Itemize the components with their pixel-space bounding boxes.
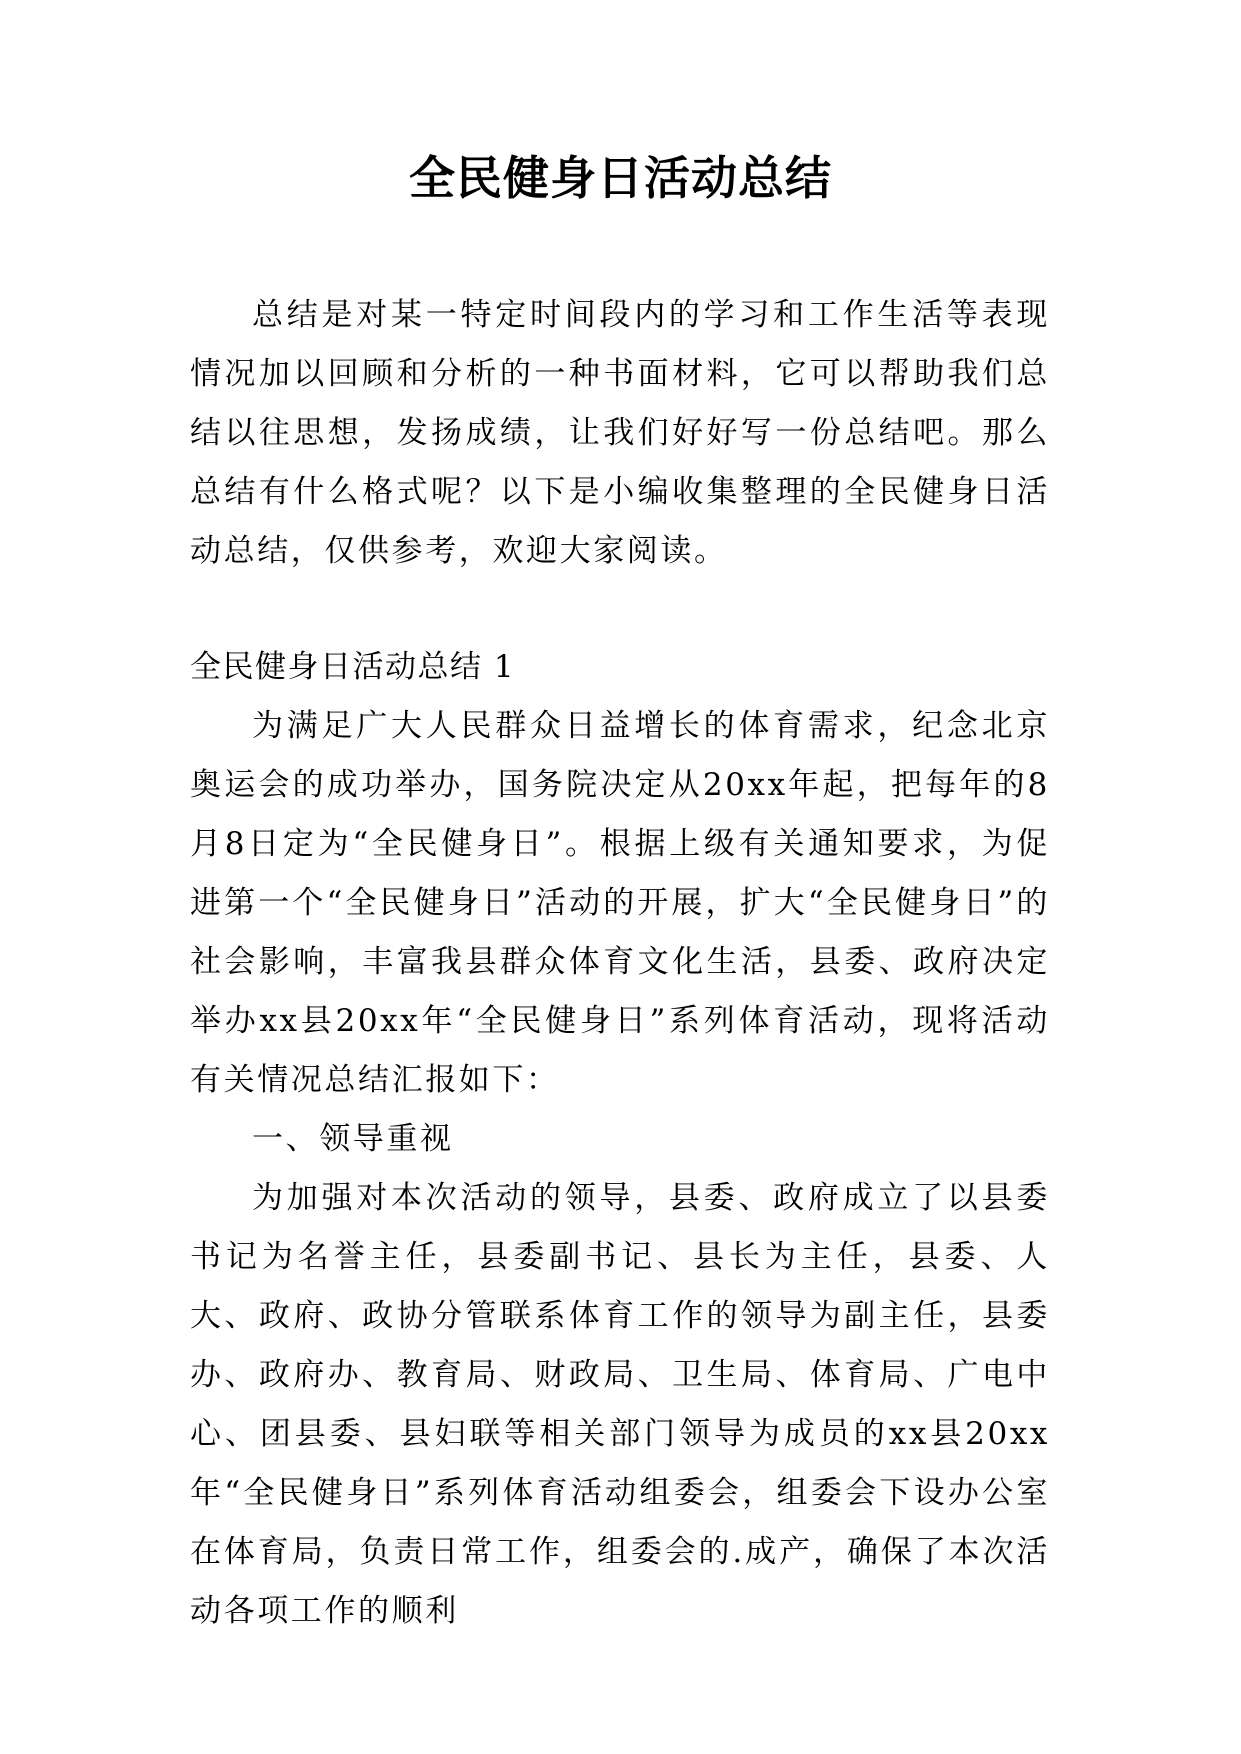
section-1 — [190, 638, 1050, 1641]
document-title: 全民健身日活动总结 — [409, 151, 832, 205]
intro-paragraph: 总结是对某一特定时间段内的学习和工作生活等表现情况加以回顾和分析的一种书面材料，它可以帮助我们总结以往思想，发扬成绩，让我们好好写一份总结吧。那么总结有什么格式呢？以下是小编收集整理的全民健身日活动总结，仅供参考，欢迎大家阅读。 — [190, 297, 1050, 569]
section-subheading: 一、领导重视 — [252, 1121, 454, 1157]
section-paragraph-1: 为满足广大人民群众日益增长的体育需求，纪念北京奥运会的成功举办，国务院决定从20xx年起，把每年的8月8日定为“全民健身日”。根据上级有关通知要求，为促进第一个“全民健身日”活动的开展，扩大“全民健身日”的社会影响，丰富我县群众体育文化生活，县委、政府决定举办xx县20xx年“全民健身日”系列体育活动，现将活动有关情况总结汇报如下： — [190, 708, 1050, 1098]
intro-section — [190, 286, 1050, 581]
section-paragraph-2: 为加强对本次活动的领导，县委、政府成立了以县委书记为名誉主任，县委副书记、县长为主任，县委、人大、政府、政协分管联系体育工作的领导为副主任，县委办、政府办、教育局、财政局、卫生局、体育局、广电中心、团县委、县妇联等相关部门领导为成员的xx县20xx年“全民健身日”系列体育活动组委会，组委会下设办公室在体育局，负责日常工作，组委会的.成产，确保了本次活动各项工作的顺利 — [190, 1180, 1050, 1629]
section-heading: 全民健身日活动总结 1 — [190, 649, 516, 685]
